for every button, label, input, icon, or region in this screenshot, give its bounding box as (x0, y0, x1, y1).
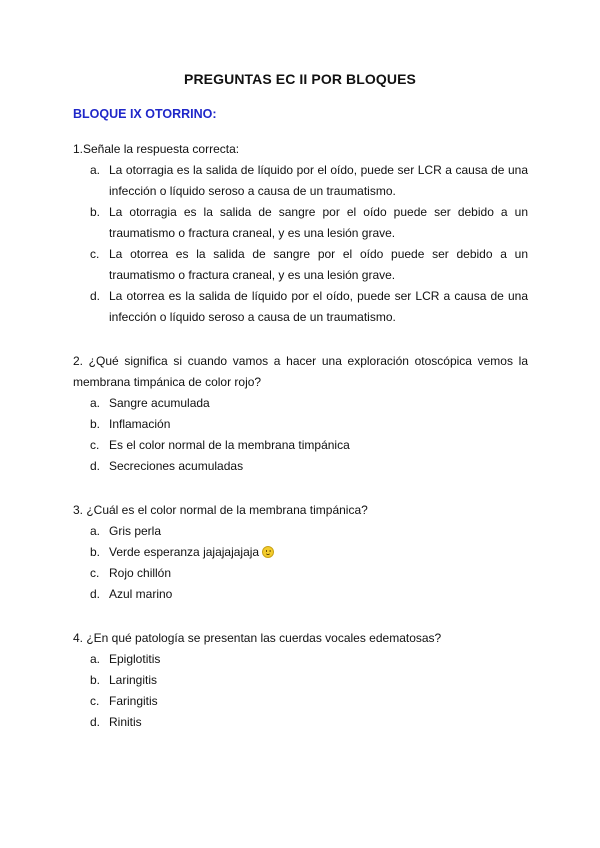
option-text: La otorrea es la salida de sangre por el oído puede ser debido a un traumatismo o fractura craneal, y es una lesión grave. (109, 247, 528, 282)
option-text: La otorrea es la salida de líquido por el oído, puede ser LCR a causa de una infección o líquido seroso a causa de un traumatismo. (109, 289, 528, 324)
option-4c (73, 691, 528, 712)
option-text: Verde esperanza jajajajajaja (109, 545, 260, 559)
question-4-options (73, 649, 528, 733)
option-letter: d. (90, 289, 101, 303)
option-text: Gris perla (109, 524, 162, 538)
option-letter: a. (90, 524, 101, 538)
option-letter: a. (90, 396, 101, 410)
option-letter: c. (90, 247, 100, 261)
option-letter: d. (90, 459, 101, 473)
option-letter: d. (90, 587, 101, 601)
option-2c (73, 435, 528, 456)
document-title: PREGUNTAS EC II POR BLOQUES (184, 71, 416, 87)
option-1c (73, 244, 528, 286)
question-1-text: 1.Señale la respuesta correcta: (73, 142, 240, 156)
option-3a (73, 521, 528, 542)
option-letter: a. (90, 163, 101, 177)
option-1d (73, 286, 528, 328)
question-4 (73, 628, 528, 733)
question-4-text: 4. ¿En qué patología se presentan las cuerdas vocales edematosas? (73, 631, 442, 645)
option-letter: c. (90, 566, 100, 580)
option-3d (73, 584, 528, 605)
option-4d (73, 712, 528, 733)
option-text: Es el color normal de la membrana timpánica (109, 438, 350, 452)
option-text: Rojo chillón (109, 566, 172, 580)
option-3b (73, 542, 528, 563)
question-3-options (73, 521, 528, 605)
option-letter: b. (90, 673, 101, 687)
option-letter: b. (90, 205, 101, 219)
option-letter: d. (90, 715, 101, 729)
option-2a (73, 393, 528, 414)
option-text: Secreciones acumuladas (109, 459, 244, 473)
question-1-options (73, 160, 528, 328)
option-text: Azul marino (109, 587, 173, 601)
option-1a (73, 160, 528, 202)
option-2b (73, 414, 528, 435)
question-3-text: 3. ¿Cuál es el color normal de la membrana timpánica? (73, 503, 368, 517)
question-2-options (73, 393, 528, 477)
questions-container (73, 139, 528, 756)
option-1b (73, 202, 528, 244)
option-4b (73, 670, 528, 691)
question-2-text: 2. ¿Qué significa si cuando vamos a hacer una exploración otoscópica vemos la membrana timpánica de color rojo? (73, 354, 528, 389)
option-letter: c. (90, 438, 100, 452)
question-1 (73, 139, 528, 328)
option-2d (73, 456, 528, 477)
option-text: Sangre acumulada (109, 396, 210, 410)
option-letter: c. (90, 694, 100, 708)
question-2 (73, 351, 528, 477)
option-text: Inflamación (109, 417, 171, 431)
option-text: Laringitis (109, 673, 158, 687)
option-letter: a. (90, 652, 101, 666)
option-letter: b. (90, 417, 101, 431)
option-letter: b. (90, 545, 101, 559)
option-text: La otorragia es la salida de líquido por el oído, puede ser LCR a causa de una infección o líquido seroso a causa de un traumatismo. (109, 163, 528, 198)
question-3 (73, 500, 528, 605)
smiley-emoji-icon (262, 546, 274, 558)
option-text: Faringitis (109, 694, 158, 708)
block-heading: BLOQUE IX OTORRINO: (73, 107, 217, 121)
option-3c (73, 563, 528, 584)
option-text: Epiglotitis (109, 652, 161, 666)
option-text: Rinitis (109, 715, 142, 729)
option-4a (73, 649, 528, 670)
option-text: La otorragia es la salida de sangre por el oído puede ser debido a un traumatismo o fractura craneal, y es una lesión grave. (109, 205, 528, 240)
